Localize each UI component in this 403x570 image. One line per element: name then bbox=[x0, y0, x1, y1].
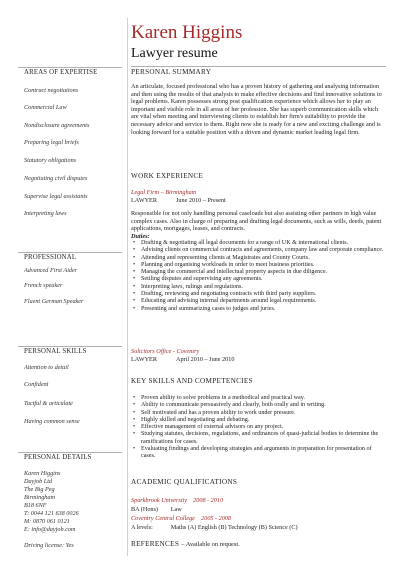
summary-text: An articulate, focused professional who has a proven history of gathering and analysing information and then using the results of that analysis to make effective decisions and find innovative solutions to legal problems. Karen possesses strong post qualification experience which allows her to play an important and visible role in all areas of her profession. She has superb communication skills which are vital when meeting and interviewing clients to establish her firm's suitability to provide the necessary advice and service to them. Right now she is ready for a new and exciting challenge and is looking forward for a suitable position with a driven and dynamic market leading legal firm. bbox=[131, 83, 382, 136]
left-rule bbox=[18, 452, 122, 453]
job2-title: LAWYER bbox=[131, 356, 157, 363]
duties-label: Duties: bbox=[131, 233, 150, 240]
key-skills-heading: KEY SKILLS AND COMPETENCIES bbox=[131, 377, 253, 385]
professional-item: Advanced First Aider bbox=[24, 267, 78, 274]
key-skills-list bbox=[131, 395, 387, 461]
job1-dates: June 2010 – Present bbox=[176, 197, 226, 204]
university-name: Sparkbrook University bbox=[131, 497, 187, 504]
job2-title-line bbox=[131, 356, 234, 363]
list-item: • Advising clients on commercial contracts and agreements, company law and corporate compliance. bbox=[141, 247, 387, 254]
column-divider bbox=[127, 18, 128, 556]
job1-title-line bbox=[131, 197, 226, 204]
job2-employer: Solicitors Office - Coventry bbox=[131, 348, 200, 355]
detail-line: Birmingham bbox=[24, 494, 55, 501]
expertise-heading: AREAS OF EXPERTISE bbox=[24, 69, 98, 76]
detail-email: E: info@dayjob.com bbox=[24, 526, 76, 533]
university-line bbox=[131, 497, 223, 504]
list-item: • Studying statutes, decisions, regulations, and ordinances of quasi-judicial bodies to determine the ramifications for cases. bbox=[141, 431, 387, 446]
driving-license: Driving license: Yes bbox=[24, 542, 74, 549]
detail-mobile: M: 0870 061 0121 bbox=[24, 518, 70, 525]
right-rule bbox=[131, 66, 386, 67]
job2-dates: April 2010 – June 2010 bbox=[176, 356, 235, 363]
references-heading: REFERENCES bbox=[131, 540, 180, 548]
alevel-value: Maths (A) English (B) Technology (B) Science (C) bbox=[170, 524, 298, 531]
list-item: • Self motivated and has a proven ability to work under pressure. bbox=[141, 410, 387, 417]
alevel-line bbox=[131, 524, 298, 531]
expertise-item: Preparing legal briefs bbox=[24, 139, 79, 146]
skill-item: Having common sense bbox=[24, 418, 80, 425]
list-item: • Drafting & negotiating all legal documents for a range of UK & international clients. bbox=[141, 240, 387, 247]
college-name: Coventry Central College bbox=[131, 515, 195, 522]
list-item: • Highly skilled and negotiating and debating. bbox=[141, 417, 387, 424]
expertise-item: Supervise legal assistants bbox=[24, 193, 88, 200]
college-years: 2005 - 2008 bbox=[201, 515, 232, 522]
list-item: • Educating and advising internal departments around legal requirements. bbox=[141, 298, 387, 305]
degree-key: BA (Hons) bbox=[131, 506, 158, 513]
left-rule bbox=[18, 346, 122, 347]
expertise-item: Statutory obligations bbox=[24, 157, 77, 164]
college-line bbox=[131, 515, 231, 522]
alevel-key: A levels: bbox=[131, 524, 153, 531]
list-item: • Settling disputes and supervising any agreements. bbox=[141, 276, 387, 283]
degree-value: Law bbox=[170, 506, 182, 513]
detail-line: The Big Peg bbox=[24, 486, 55, 493]
list-item: • Managing the commercial and intellectual property aspects in due diligence. bbox=[141, 269, 387, 276]
duties-list bbox=[131, 240, 387, 313]
work-heading: WORK EXPERIENCE bbox=[131, 172, 204, 180]
job1-employer: Legal Firm – Birmingham bbox=[131, 189, 197, 196]
expertise-item: Contract negotiations bbox=[24, 87, 79, 94]
references-text: – Available on request. bbox=[181, 541, 240, 548]
list-item: • Ability to communicate persuasively and clearly, both orally and in writing. bbox=[141, 402, 387, 409]
detail-line: Dayjob Ltd bbox=[24, 478, 53, 485]
expertise-item: Interpreting laws bbox=[24, 210, 67, 217]
left-rule bbox=[18, 252, 122, 253]
resume-name: Karen Higgins bbox=[131, 22, 243, 43]
list-item: • Proven ability to solve problems in a methodical and practical way. bbox=[141, 395, 387, 402]
summary-heading: PERSONAL SUMMARY bbox=[131, 68, 212, 76]
skill-item: Attention to detail bbox=[24, 364, 69, 371]
detail-line: Karen Higgins bbox=[24, 470, 61, 477]
expertise-item: Nondisclosure agreements bbox=[24, 122, 90, 129]
list-item: • Drafting, reviewing and negotiating contracts with third party suppliers. bbox=[141, 291, 387, 298]
professional-item: Fluent German Speaker bbox=[24, 298, 84, 305]
skills-heading: PERSONAL SKILLS bbox=[24, 348, 87, 355]
detail-phone: T: 0044 121 638 0026 bbox=[24, 510, 79, 517]
job1-title: LAWYER bbox=[131, 197, 157, 204]
professional-item: French speaker bbox=[24, 282, 63, 289]
detail-line: B18 6NF bbox=[24, 502, 47, 509]
resume-subtitle: Lawyer resume bbox=[131, 46, 218, 61]
details-heading: PERSONAL DETAILS bbox=[24, 454, 92, 461]
left-rule bbox=[18, 67, 122, 68]
university-years: 2008 - 2010 bbox=[193, 497, 224, 504]
qualifications-heading: ACADEMIC QUALIFICATIONS bbox=[131, 478, 238, 486]
list-item: • Attending and representing clients at Magistrates and County Courts. bbox=[141, 255, 387, 262]
list-item: • Planning and organising workloads in order to meet business priorities. bbox=[141, 262, 387, 269]
skill-item: Tactful & articulate bbox=[24, 400, 73, 407]
degree-line bbox=[131, 506, 182, 513]
list-item: • Interpreting laws, rulings and regulations. bbox=[141, 284, 387, 291]
professional-heading: PROFESSIONAL bbox=[24, 254, 77, 261]
expertise-item: Negotiating civil disputes bbox=[24, 175, 88, 182]
list-item: • Evaluating findings and developing strategies and arguments in preparation for presentation of cases. bbox=[141, 446, 387, 461]
list-item: • Presenting and summarizing cases to judges and juries. bbox=[141, 306, 387, 313]
skill-item: Confident bbox=[24, 381, 49, 388]
references-line bbox=[131, 540, 240, 548]
job1-description: Responsible for not only handling personal caseloads but also assisting other partners in high value complex cases. Also in charge of preparing and drafting legal documents, such as wills, deeds, patent applications, mortgages, leases, and contracts. bbox=[131, 210, 382, 233]
expertise-item: Commercial Law bbox=[24, 104, 67, 111]
list-item: • Effective management of external advisors on any project. bbox=[141, 424, 387, 431]
